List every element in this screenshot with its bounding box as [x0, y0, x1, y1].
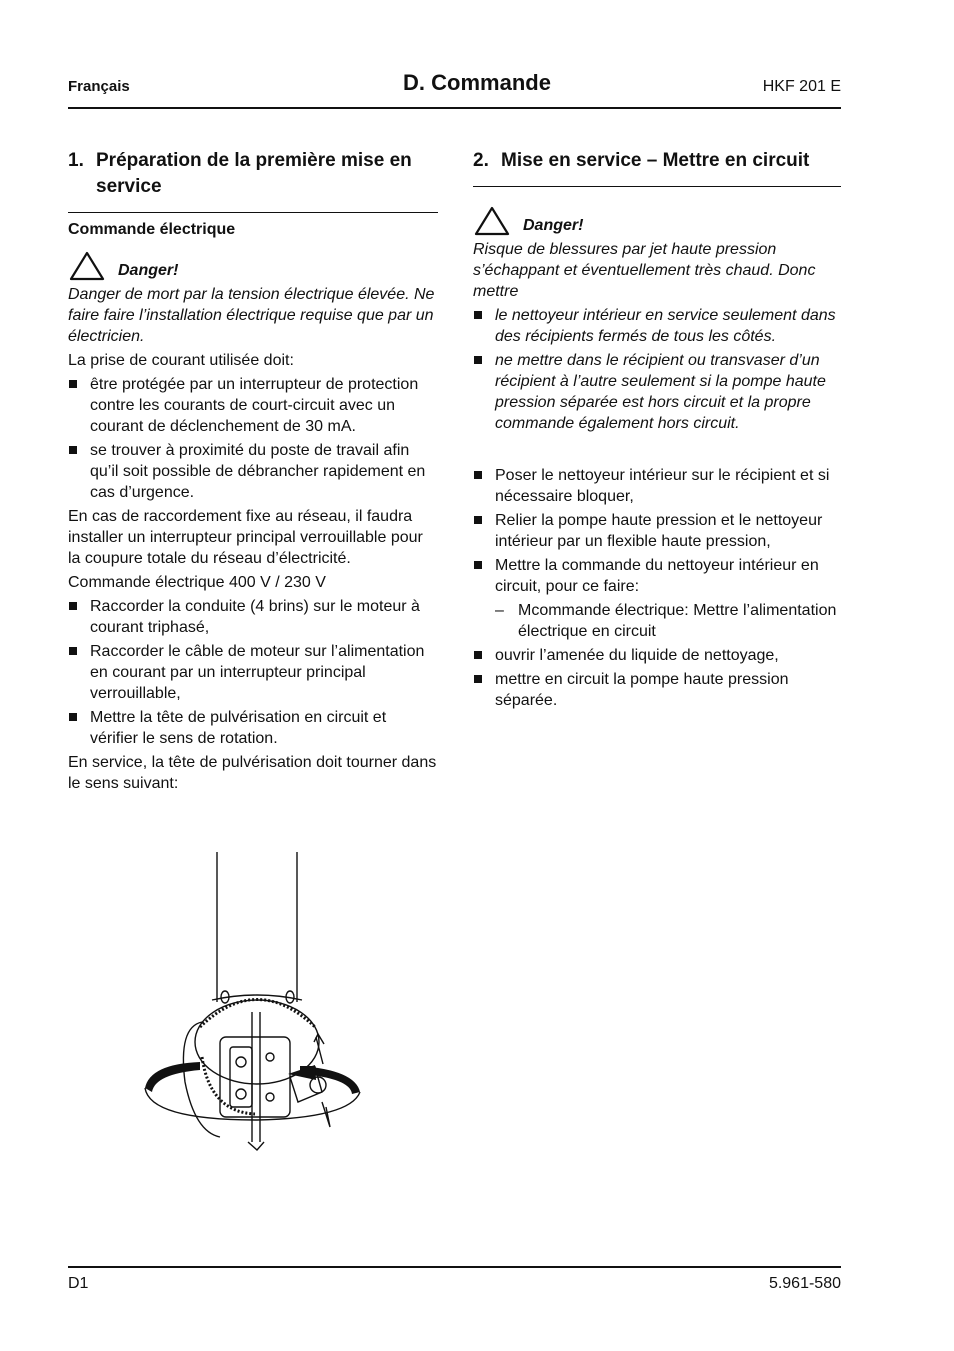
section-number: 2.	[473, 150, 489, 171]
danger-label: Danger!	[118, 262, 179, 279]
section-number: 1.	[68, 150, 84, 171]
spray-head-figure	[140, 852, 370, 1157]
square-bullet	[474, 675, 482, 683]
spacer	[473, 437, 841, 465]
square-bullet	[474, 561, 482, 569]
section-title: Mise en service – Mettre en circuit	[501, 150, 810, 171]
header-model: HKF 201 E	[762, 78, 841, 95]
page-number: D1	[68, 1275, 89, 1292]
section-2-heading	[473, 148, 841, 174]
list-item: Mettre la commande du nettoyeur intérieur en circuit, pour ce faire:	[473, 555, 841, 597]
square-bullet	[69, 446, 77, 454]
page-title: D. Commande	[403, 70, 551, 95]
danger-text: Danger de mort par la tension électrique élevée. Ne faire faire l’installation électrique requise que par un électricien.	[68, 286, 435, 345]
requirements-list	[68, 374, 438, 503]
header-rule	[68, 107, 841, 109]
list-item: mettre en circuit la pompe haute pression séparée.	[473, 669, 841, 711]
dash-mark: –	[495, 602, 504, 619]
list-item: Poser le nettoyeur intérieur sur le récipient et si nécessaire bloquer,	[473, 465, 841, 507]
right-column	[473, 148, 841, 714]
square-bullet	[69, 380, 77, 388]
square-bullet	[69, 602, 77, 610]
document-number: 5.961-580	[768, 1275, 841, 1292]
warning-triangle-icon	[473, 205, 511, 237]
steps-list	[68, 596, 438, 749]
danger-block	[473, 205, 841, 237]
square-bullet	[474, 471, 482, 479]
subheading: Commande électrique	[68, 221, 236, 238]
section-1-heading	[68, 148, 438, 200]
square-bullet	[69, 713, 77, 721]
section-title: Préparation de la première mise en service	[96, 150, 412, 197]
warning-triangle-icon	[68, 250, 106, 282]
footer-rule	[68, 1266, 841, 1268]
square-bullet	[474, 356, 482, 364]
square-bullet	[69, 647, 77, 655]
steps-list-continued	[473, 645, 841, 711]
list-item: ne mettre dans le récipient ou transvaser d’un récipient à l’autre seulement si la pompe haute pression séparée est hors circuit et la propre commande également hors circuit.	[473, 350, 841, 434]
fixed-connection-text: En cas de raccordement fixe au réseau, il faudra installer un interrupteur principal verrouillable pour la coupure totale du réseau d’électricité.	[68, 508, 423, 567]
spray-head-illustration	[140, 852, 370, 1152]
substep-list	[473, 600, 841, 642]
square-bullet	[474, 516, 482, 524]
danger-block	[68, 250, 438, 282]
danger-list	[473, 305, 841, 434]
square-bullet	[474, 651, 482, 659]
section-rule	[473, 186, 841, 187]
danger-text: Risque de blessures par jet haute pression s’échappant et éventuellement très chaud. Donc mettre	[473, 241, 816, 300]
list-item: Raccorder la conduite (4 brins) sur le moteur à courant triphasé,	[68, 596, 438, 638]
list-item: le nettoyeur intérieur en service seulement dans des récipients fermés de tous les côtés.	[473, 305, 841, 347]
list-item: Raccorder le câble de moteur sur l’alimentation en courant par un interrupteur principal verrouillable,	[68, 641, 438, 704]
intro-text: La prise de courant utilisée doit:	[68, 352, 294, 369]
header-language: Français	[68, 78, 130, 95]
steps-list	[473, 465, 841, 597]
section-rule	[68, 212, 438, 213]
left-column	[68, 148, 438, 797]
list-item: ouvrir l’amenée du liquide de nettoyage,	[473, 645, 841, 666]
list-item: se trouver à proximité du poste de travail afin qu’il soit possible de débrancher rapidement en cas d’urgence.	[68, 440, 438, 503]
square-bullet	[474, 311, 482, 319]
control-voltage-text: Commande électrique 400 V / 230 V	[68, 574, 326, 591]
rotation-note: En service, la tête de pulvérisation doit tourner dans le sens suivant:	[68, 754, 437, 792]
danger-label: Danger!	[523, 217, 584, 234]
list-item: être protégée par un interrupteur de protection contre les courants de court-circuit avec un courant de déclenchement de 30 mA.	[68, 374, 438, 437]
list-item: – Mcommande électrique: Mettre l’alimentation électrique en circuit	[495, 602, 837, 640]
list-item: Relier la pompe haute pression et le nettoyeur intérieur par un flexible haute pression,	[473, 510, 841, 552]
list-item: Mettre la tête de pulvérisation en circuit et vérifier le sens de rotation.	[68, 707, 438, 749]
